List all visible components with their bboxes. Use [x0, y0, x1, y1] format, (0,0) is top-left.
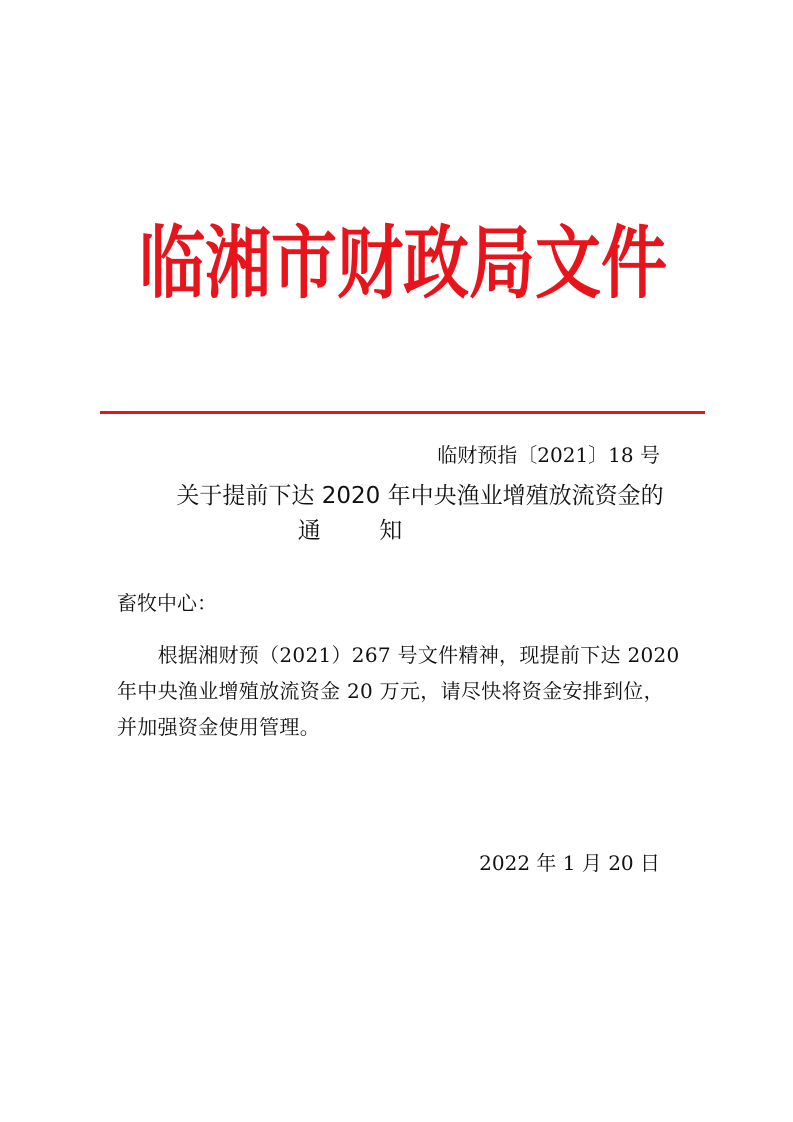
document-date: 2022 年 1 月 20 日 [479, 851, 660, 875]
body-line: 年中央渔业增殖放流资金 20 万元，请尽快将资金安排到位， [117, 679, 664, 703]
document-subject-line-1: 关于提前下达 2020 年中央渔业增殖放流资金的 [176, 483, 664, 509]
body-line: 根据湘财预（2021）267 号文件精神，现提前下达 2020 [117, 643, 680, 667]
header-red-divider [100, 411, 705, 414]
document-number: 临财预指〔2021〕18 号 [437, 443, 660, 467]
document-subject-line-2: 通 知 [297, 518, 403, 544]
document-header-title: 临湘市财政局文件 [139, 216, 667, 310]
recipient: 畜牧中心： [117, 591, 217, 615]
document-body [117, 637, 680, 745]
body-line: 并加强资金使用管理。 [117, 715, 320, 739]
